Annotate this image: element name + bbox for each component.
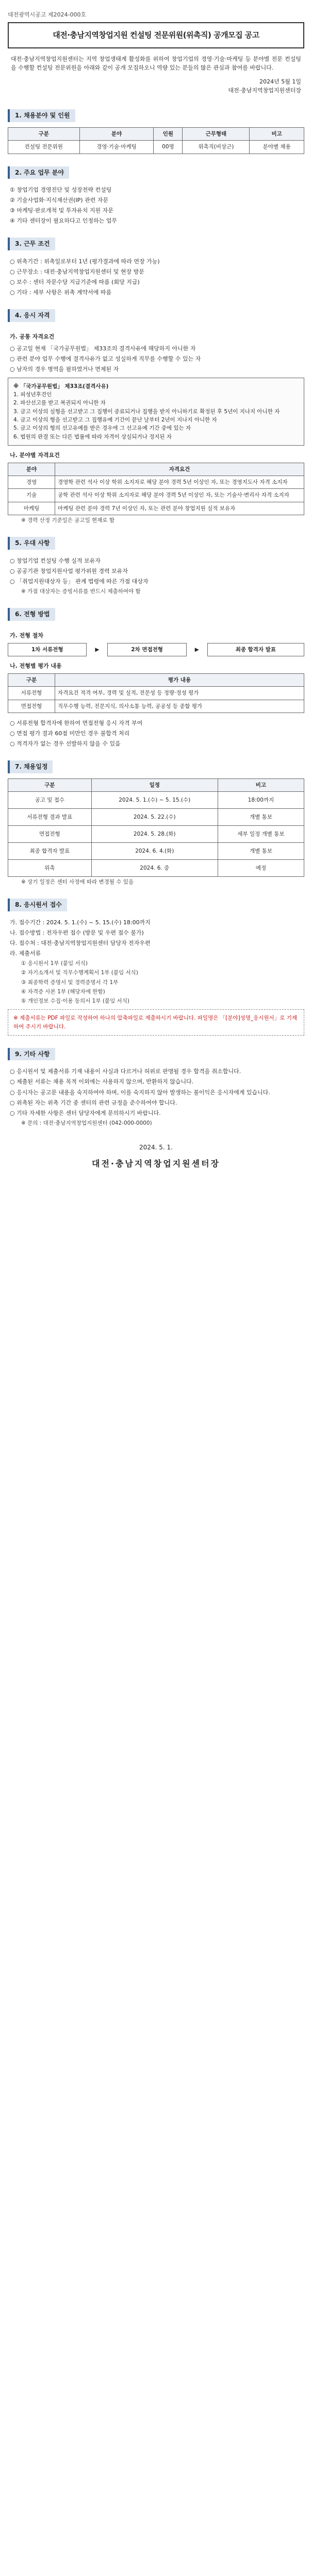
evaluation-table — [8, 673, 304, 713]
table-cell: 2024. 5. 22.(수) — [91, 808, 218, 825]
table-row — [8, 842, 304, 859]
table-header: 분야 — [79, 128, 154, 141]
notice-footer — [8, 1143, 304, 1170]
list-item: ○ 근무장소 : 대전·충남지역창업지원센터 및 현장 방문 — [10, 268, 144, 276]
subsection-heading: 가. 공통 자격요건 — [10, 333, 55, 340]
table-cell: 00명 — [154, 141, 183, 154]
note-text: ※ 상기 일정은 센터 사정에 따라 변경될 수 있음 — [21, 878, 134, 885]
list-item: 나. 접수방법 : 전자우편 접수 (방문 및 우편 접수 불가) — [10, 929, 144, 936]
subsection-heading: 나. 분야별 자격요건 — [10, 451, 60, 459]
list-item: 가. 접수기간 : 2024. 5. 1.(수) ~ 5. 15.(수) 18:00까지 — [10, 919, 151, 926]
list-item: 라. 제출서류 — [10, 950, 41, 957]
table-header: 근무형태 — [183, 128, 250, 141]
arrow-icon: ▶ — [194, 646, 199, 653]
table-cell: 공학 관련 석사 이상 학위 소지자로 해당 분야 경력 5년 이상인 자, 또는 기술사·변리사 자격 소지자 — [55, 489, 304, 502]
footer-date: 2024. 5. 1. — [139, 1143, 173, 1151]
table-cell: 18:00까지 — [218, 791, 304, 808]
table-cell: 위촉직(비상근) — [183, 141, 250, 154]
arrow-icon: ▶ — [95, 646, 100, 653]
list-item: ○ 공고일 현재 「국가공무원법」 제33조의 결격사유에 해당하지 아니한 자 — [10, 345, 196, 352]
list-item: ○ 면접 평가 결과 60점 미만인 경우 불합격 처리 — [10, 730, 130, 737]
list-item: 다. 접수처 : 대전·충남지역창업지원센터 담당자 전자우편 — [10, 939, 151, 946]
section-heading: 2. 주요 업무 분야 — [8, 166, 69, 179]
list-item: ○ 위촉된 자는 위촉 기간 중 센터의 관련 규정을 준수하여야 합니다. — [10, 1099, 177, 1106]
section-schedule — [8, 760, 304, 886]
section-heading: 8. 응시원서 접수 — [8, 899, 67, 911]
list-item: ○ 공공기관 창업지원사업 평가위원 경력 보유자 — [10, 567, 128, 574]
list-item: ○ 위촉기간 : 위촉일로부터 1년 (평가결과에 따라 연장 가능) — [10, 258, 160, 265]
table-cell: 위촉 — [8, 859, 92, 876]
table-cell: 경영 — [8, 476, 55, 489]
contact-info: ※ 문의 : 대전·충남지역창업지원센터 (042-000-0000) — [21, 1120, 152, 1126]
table-row — [8, 825, 304, 842]
subsection-heading: 나. 전형별 평가 내용 — [10, 663, 62, 670]
list-item: ② 기술사업화·지식재산권(IP) 관련 자문 — [10, 197, 109, 204]
section-application — [8, 899, 304, 1036]
step-cell: 1차 서류전형 — [8, 643, 87, 656]
list-item: ○ 적격자가 없는 경우 선발하지 않을 수 있음 — [10, 740, 121, 748]
table-cell: 개별 통보 — [218, 808, 304, 825]
box-item: 4. 금고 이상의 형을 선고받고 그 집행유예 기간이 끝난 날부터 2년이 지나지 아니한 자 — [13, 417, 217, 423]
footer-org: 대전·충남지역창업지원센터장 — [91, 1158, 220, 1168]
list-item: ④ 자격증 사본 1부 (해당자에 한함) — [21, 988, 105, 995]
table-cell: 예정 — [218, 859, 304, 876]
table-cell: 마케팅 관련 분야 경력 7년 이상인 자, 또는 관련 분야 창업지원 실적 보유자 — [55, 502, 304, 515]
table-cell: 기술 — [8, 489, 55, 502]
table-cell: 2024. 6. 중 — [91, 859, 218, 876]
table-row — [8, 489, 304, 502]
table-cell: 서류전형 결과 발표 — [8, 808, 92, 825]
table-cell: 2024. 6. 4.(화) — [91, 842, 218, 859]
step-cell: 2차 면접전형 — [108, 643, 186, 656]
box-title: ※ 「국가공무원법」 제33조(결격사유) — [13, 383, 109, 389]
section-heading: 3. 근무 조건 — [8, 238, 55, 250]
list-item: ○ 관련 분야 업무 수행에 결격사유가 없고 성실하게 직무를 수행할 수 있는 자 — [10, 355, 201, 362]
table-row — [8, 502, 304, 515]
section-duties — [8, 166, 304, 226]
section-preference — [8, 537, 304, 596]
notice-intro: 대전·충남지역창업지원센터는 지역 창업생태계 활성화를 위하여 창업기업의 경영·기술·마케팅 등 분야별 전문 컨설팅을 수행할 컨설팅 전문위원을 아래와 같이 공개 모집하오니 역량 있는 분들의 많은 관심과 참여를 바랍니다. — [11, 56, 301, 72]
list-item: ○ 보수 : 센터 자문수당 지급기준에 따름 (회당 지급) — [10, 279, 140, 286]
table-cell: 분야별 채용 — [250, 141, 304, 154]
note-text: ※ 경력 산정 기준일은 공고일 현재로 함 — [21, 517, 114, 523]
list-item: ○ 창업기업 컨설팅 수행 실적 보유자 — [10, 557, 101, 564]
schedule-table — [8, 778, 304, 877]
list-item: ⑤ 개인정보 수집·이용 동의서 1부 (붙임 서식) — [21, 998, 129, 1005]
list-item: ○ 응시원서 및 제출서류 기재 내용이 사실과 다르거나 허위로 판명될 경우 합격을 취소합니다. — [10, 1068, 241, 1075]
requirements-table — [8, 463, 304, 515]
list-item: ① 응시원서 1부 (붙임 서식) — [21, 960, 88, 967]
section-conditions — [8, 238, 304, 297]
list-item: ④ 기타 센터장이 필요하다고 인정하는 업무 — [10, 217, 117, 225]
box-item: 2. 파산선고를 받고 복권되지 아니한 자 — [13, 400, 106, 406]
section-heading: 7. 채용일정 — [8, 760, 53, 773]
table-cell: 최종 합격자 발표 — [8, 842, 92, 859]
notice-page — [8, 0, 304, 1170]
list-item: ○ 「취업지원대상자 등」 관계 법령에 따른 가점 대상자 — [10, 578, 149, 585]
list-item: ○ 서류전형 합격자에 한하여 면접전형 응시 자격 부여 — [10, 719, 143, 726]
table-cell: 마케팅 — [8, 502, 55, 515]
table-cell: 개별 통보 — [218, 842, 304, 859]
box-item: 3. 금고 이상의 실형을 선고받고 그 집행이 종료되거나 집행을 받지 아니하기로 확정된 후 5년이 지나지 아니한 자 — [13, 408, 280, 415]
table-cell: 서류전형 — [8, 687, 55, 700]
section-heading: 1. 채용분야 및 인원 — [8, 109, 75, 122]
section-positions — [8, 109, 304, 154]
table-row — [8, 859, 304, 876]
table-header: 평가 내용 — [55, 674, 304, 687]
table-header: 분야 — [8, 463, 55, 476]
table-cell: 컨설팅 전문위원 — [8, 141, 80, 154]
table-row — [8, 141, 304, 154]
note-text: ※ 가점 대상자는 증빙서류를 반드시 제출하여야 함 — [21, 588, 141, 595]
table-cell: 면접전형 — [8, 825, 92, 842]
table-cell: 면접전형 — [8, 700, 55, 713]
table-cell: 2024. 5. 1.(수) ~ 5. 15.(수) — [91, 791, 218, 808]
box-item: 1. 피성년후견인 — [13, 392, 52, 398]
section-eligibility — [8, 309, 304, 524]
table-row — [8, 687, 304, 700]
table-row — [8, 643, 304, 656]
box-item: 5. 금고 이상의 형의 선고유예를 받은 경우에 그 선고유예 기간 중에 있는 자 — [13, 425, 191, 432]
table-header: 구분 — [8, 778, 92, 791]
table-row — [8, 791, 304, 808]
steps-table — [8, 643, 304, 656]
list-item: ① 창업기업 경영진단 및 성장전략 컨설팅 — [10, 187, 112, 194]
table-cell: 세부 일정 개별 통보 — [218, 825, 304, 842]
notice-title: 대전·충남지역창업지원 컨설팅 전문위원(위촉직) 공개모집 공고 — [8, 22, 304, 48]
list-item: ○ 응시자는 공고문 내용을 숙지하여야 하며, 이를 숙지하지 않아 발생하는 불이익은 응시자에게 있습니다. — [10, 1089, 270, 1096]
section-heading: 6. 전형 방법 — [8, 608, 55, 621]
table-cell: 직무수행 능력, 전문지식, 의사소통 능력, 공공성 등 종합 평가 — [55, 700, 304, 713]
section-other — [8, 1048, 304, 1127]
list-item: ③ 마케팅·판로개척 및 투자유치 지원 자문 — [10, 207, 113, 214]
submission-notice-box: ※ 제출서류는 PDF 파일로 작성하여 하나의 압축파일로 제출하시기 바랍니다. 파일명은 「[분야]성명_응시원서」로 기재하여 주시기 바랍니다. — [8, 1009, 304, 1036]
positions-table — [8, 127, 304, 154]
section-heading: 5. 우대 사항 — [8, 537, 55, 550]
list-item: ③ 최종학력 증명서 및 경력증명서 각 1부 — [21, 979, 119, 986]
list-item: ○ 제출된 서류는 채용 목적 이외에는 사용하지 않으며, 반환하지 않습니다. — [10, 1078, 194, 1086]
table-header: 구분 — [8, 674, 55, 687]
section-selection — [8, 608, 304, 748]
disqualification-box — [8, 378, 304, 446]
table-header: 구분 — [8, 128, 80, 141]
table-header: 인원 — [154, 128, 183, 141]
list-item: ② 자기소개서 및 직무수행계획서 1부 (붙임 서식) — [21, 970, 138, 976]
section-heading: 4. 응시 자격 — [8, 309, 55, 322]
table-row — [8, 700, 304, 713]
box-item: 6. 법원의 판결 또는 다른 법률에 따라 자격이 상실되거나 정지된 자 — [13, 433, 172, 440]
table-cell: 경영학 관련 석사 이상 학위 소지자로 해당 분야 경력 5년 이상인 자, 또는 경영지도사 자격 소지자 — [55, 476, 304, 489]
table-cell: 자격요건 적격 여부, 경력 및 실적, 전문성 등 정량·정성 평가 — [55, 687, 304, 700]
list-item: ○ 남자의 경우 병역을 필하였거나 면제된 자 — [10, 365, 119, 372]
step-cell: 최종 합격자 발표 — [207, 643, 304, 656]
table-header: 비고 — [218, 778, 304, 791]
list-item: ○ 기타 : 세부 사항은 위촉 계약서에 따름 — [10, 289, 112, 296]
subsection-heading: 가. 전형 절차 — [10, 632, 43, 639]
notice-org: 대전·충남지역창업지원센터장 — [228, 87, 301, 94]
table-cell: 공고 및 접수 — [8, 791, 92, 808]
table-header: 일정 — [91, 778, 218, 791]
table-header: 비고 — [250, 128, 304, 141]
table-row — [8, 808, 304, 825]
notice-date: 2024년 5월 1일 — [259, 78, 301, 86]
table-cell: 2024. 5. 28.(화) — [91, 825, 218, 842]
table-cell: 경영·기술·마케팅 — [79, 141, 154, 154]
notice-number: 대전광역시공고 제2024-000호 — [8, 11, 87, 18]
table-header: 자격요건 — [55, 463, 304, 476]
table-row — [8, 476, 304, 489]
list-item: ○ 기타 자세한 사항은 센터 담당자에게 문의하시기 바랍니다. — [10, 1109, 161, 1116]
section-heading: 9. 기타 사항 — [8, 1048, 55, 1061]
